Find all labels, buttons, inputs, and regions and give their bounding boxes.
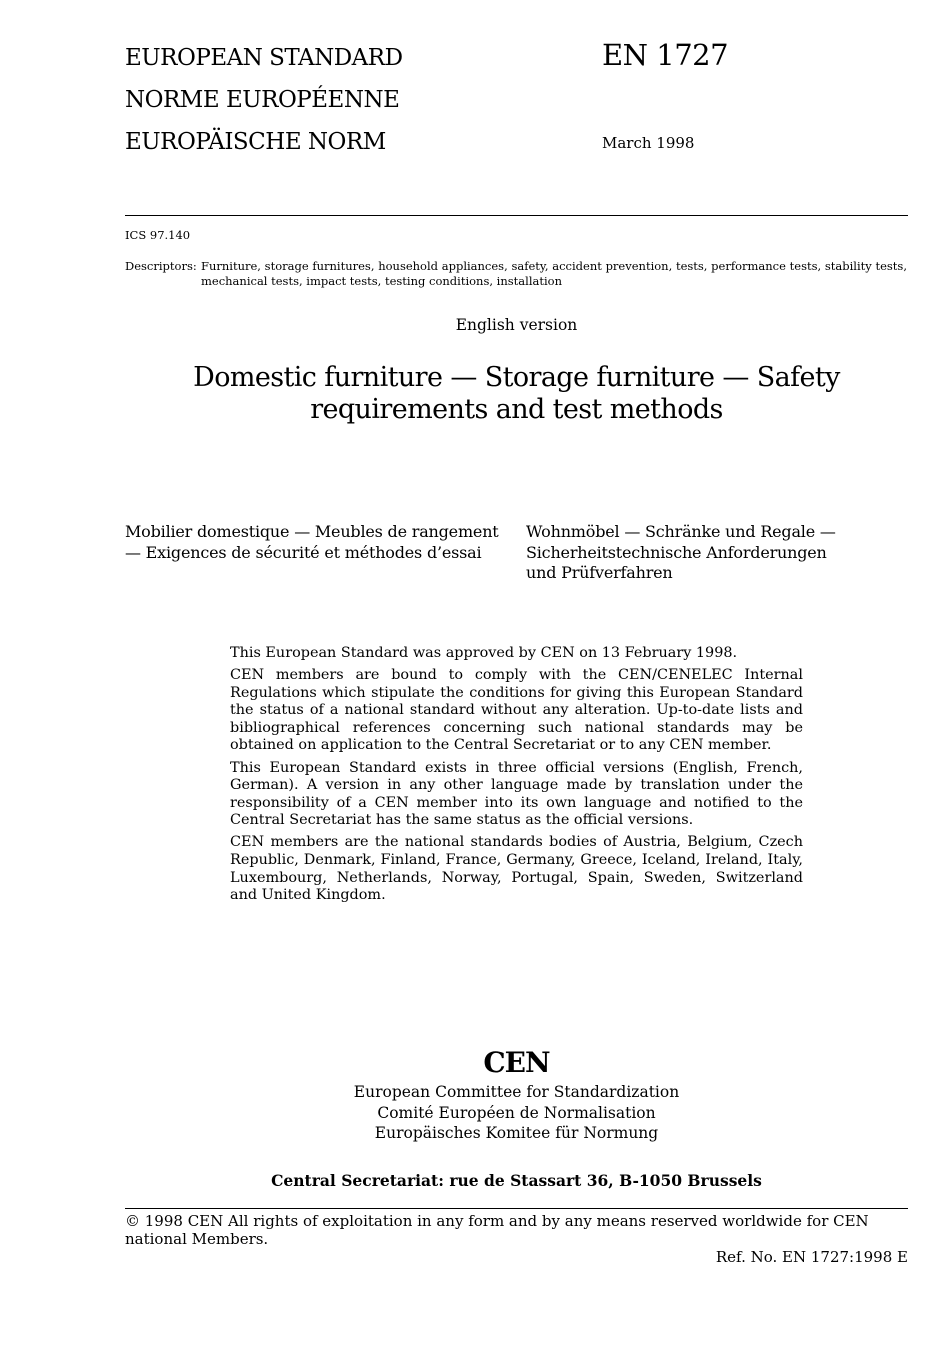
approval-notice <box>230 645 803 909</box>
document-title: Domestic furniture — Storage furniture — Safety requirements and test methods <box>193 362 840 425</box>
copyright-notice: © 1998 CEN All rights of exploitation in any form and by any means reserved worldwide for CEN national Members. <box>125 1212 869 1248</box>
secretariat-address: Central Secretariat: rue de Stassart 36, B-1050 Brussels <box>271 1171 762 1190</box>
header-divider <box>125 215 908 216</box>
language-version: English version <box>455 316 578 334</box>
standard-type-french: NORME EUROPÉENNE <box>125 87 400 113</box>
standard-type-english: EUROPEAN STANDARD <box>125 45 403 71</box>
reference-number: Ref. No. EN 1727:1998 E <box>715 1248 908 1266</box>
approval-paragraph: This European Standard was approved by CEN on 13 February 1998. <box>230 645 738 661</box>
cen-name-french: Comité Européen de Normalisation <box>377 1104 656 1122</box>
members-paragraph: CEN members are the national standards bodies of Austria, Belgium, Czech Republic, Denmark, Finland, France, Germany, Greece, Iceland, Ireland, Italy, Luxembourg, Netherlands, Norway, Portugal, Spain, Sweden, Switzerland and United Kingdom. <box>230 834 803 904</box>
compliance-paragraph: CEN members are bound to comply with the CEN/CENELEC Internal Regulations which stipulate the conditions for giving this European Standard the status of a national standard without any alteration. Up-to-date lists and bibliographical references concerning such national standards may be obtained on application to the Central Secretariat or to any CEN member. <box>230 667 803 754</box>
cen-name-english: European Committee for Standardization <box>353 1083 680 1101</box>
subtitle-german: Wohnmöbel — Schränke und Regale — Sicherheitstechnische Anforderungen und Prüfverfahren <box>526 522 836 582</box>
standard-number: EN 1727 <box>602 38 729 72</box>
standard-type-german: EUROPÄISCHE NORM <box>125 129 386 155</box>
descriptors-label: Descriptors: <box>125 259 197 273</box>
subtitle-french: Mobilier domestique — Meubles de rangement — Exigences de sécurité et méthodes d’essai <box>125 522 499 562</box>
cen-logo: CEN <box>483 1046 550 1079</box>
versions-paragraph: This European Standard exists in three official versions (English, French, German). A version in any other language made by translation under the responsibility of a CEN member into its own language and notified to the Central Secretariat has the same status as the official versions. <box>230 759 803 829</box>
cen-name-german: Europäisches Komitee für Normung <box>374 1124 659 1142</box>
descriptors-text: Furniture, storage furnitures, household appliances, safety, accident prevention, tests, performance tests, stability tests, mechanical tests, impact tests, testing conditions, installation <box>201 259 907 288</box>
footer-divider <box>125 1208 908 1209</box>
ics-code: ICS 97.140 <box>125 228 191 242</box>
publication-date: March 1998 <box>602 134 695 152</box>
